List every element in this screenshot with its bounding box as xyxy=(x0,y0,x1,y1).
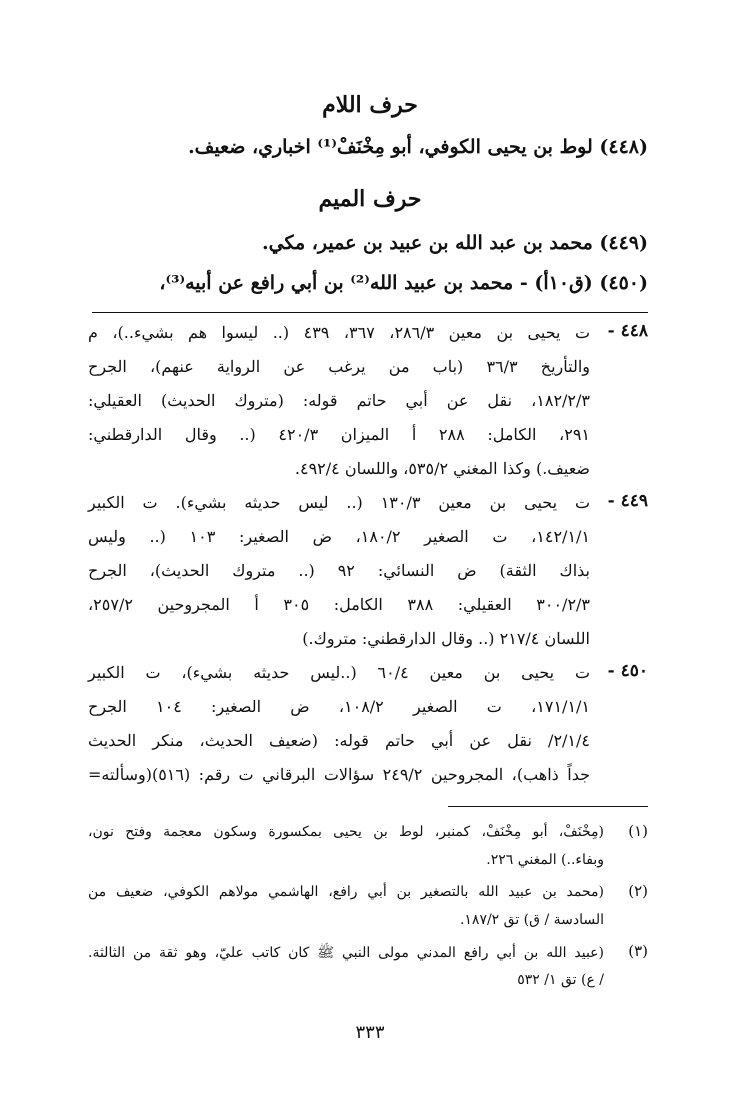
note-number-449: ٤٤٩ - xyxy=(607,491,648,511)
note-449-line: ت يحيى بن معين ١٣٠/٣ (.. ليس حديثه بشيء). ت الكبير xyxy=(88,493,591,512)
note-448-line: ضعيف.) وكذا المغني ٥٣٥/٢، واللسان ٤٩٢/٤. xyxy=(294,459,590,478)
note-449-line: ١٤٢/١/١، ت الصغير ١٨٠/٢، ض الصغير: ١٠٣ (.. وليس xyxy=(88,527,591,546)
note-number-448: ٤٤٨ - xyxy=(607,321,648,341)
entry-449: (٤٤٩) محمد بن عبد الله بن عبيد بن عمير، مكي. xyxy=(262,232,648,254)
section-heading-meem: حرف الميم xyxy=(318,186,422,212)
footnote-number-3: (٣) xyxy=(628,942,648,960)
footnote-3-line: (عبيد الله بن أبي رافع المدني مولى النبي ﷺ كان كاتب عليّ، وهو ثقة من الثالثة. xyxy=(88,945,604,961)
page-number: ٣٣٣ xyxy=(355,1022,385,1043)
note-449-line: ٣٠٠/٢/٣ العقيلي: ٣٨٨ الكامل: ٣٠٥ أ المجروحين ٢٥٧/٢، xyxy=(88,595,591,614)
note-449-line: اللسان ٢١٧/٤ (.. وقال الدارقطني: متروك.) xyxy=(302,629,590,648)
note-448-line: والتأريخ ٣٦/٣ (باب من يرغب عن الرواية عنهم)، الجرح xyxy=(88,357,591,376)
footnote-number-1: (١) xyxy=(628,822,648,840)
footnote-2-line: السادسة / ق) تق ١٨٧/٢. xyxy=(459,912,604,928)
entry-450: (٤٥٠) (ق١٠أ) - محمد بن عبيد الله⁽²⁾ بن أبي رافع عن أبيه⁽³⁾، xyxy=(159,272,648,294)
entry-448: (٤٤٨) لوط بن يحيى الكوفي، أبو مِخْنَفْ⁽¹⁾ اخباري، ضعيف. xyxy=(188,136,648,158)
note-450-line: ١٧١/١/١، ت الصغير ١٠٨/٢، ض الصغير: ١٠٤ الجرح xyxy=(88,697,591,716)
footnote-2-line: (محمد بن عبيد الله بالتصغير بن أبي رافع، الهاشمي مولاهم الكوفي، ضعيف من xyxy=(88,884,604,900)
footnote-1-line: وبفاء..) المغني ٢٢٦. xyxy=(486,852,604,868)
main-divider xyxy=(92,312,648,313)
note-450-line: ت يحيى بن معين ٦٠/٤ (..ليس حديثه بشيء)، ت الكبير xyxy=(88,663,590,682)
footnote-number-2: (٢) xyxy=(628,882,648,900)
note-450-line: جداً ذاهب)، المجروحين ٢٤٩/٢ سؤالات البرقاني ت رقم: (٥١٦)(وسألته= xyxy=(88,765,591,784)
note-448-line: ١٨٢/٢/٣، نقل عن أبي حاتم قوله: (متروك الحديث) العقيلي: xyxy=(88,391,590,410)
note-number-450: ٤٥٠ - xyxy=(607,661,648,681)
section-heading-lam: حرف اللام xyxy=(322,92,418,118)
note-450-line: ٢/١/٤/ نقل عن أبي حاتم قوله: (ضعيف الحديث، منكر الحديث xyxy=(88,731,590,750)
note-448-line: ٢٩١، الكامل: ٢٨٨ أ الميزان ٤٢٠/٣ (.. وقال الدارقطني: xyxy=(88,425,590,444)
footnote-3-line: / ع) تق ١/ ٥٣٢ xyxy=(517,972,604,988)
footnote-divider xyxy=(448,806,648,807)
note-449-line: بذاك الثقة) ض النسائي: ٩٢ (.. متروك الحديث)، الجرح xyxy=(88,561,590,580)
footnote-1-line: (مِخْنَفْ، أبو مِخْنَفْ، كمنبر، لوط بن يحيى بمكسورة وسكون معجمة وفتح نون، xyxy=(88,824,604,840)
note-448-line: ت يحيى بن معين ٢٨٦/٣، ٣٦٧، ٤٣٩ (.. ليسوا هم بشيء..)، م xyxy=(88,323,591,342)
